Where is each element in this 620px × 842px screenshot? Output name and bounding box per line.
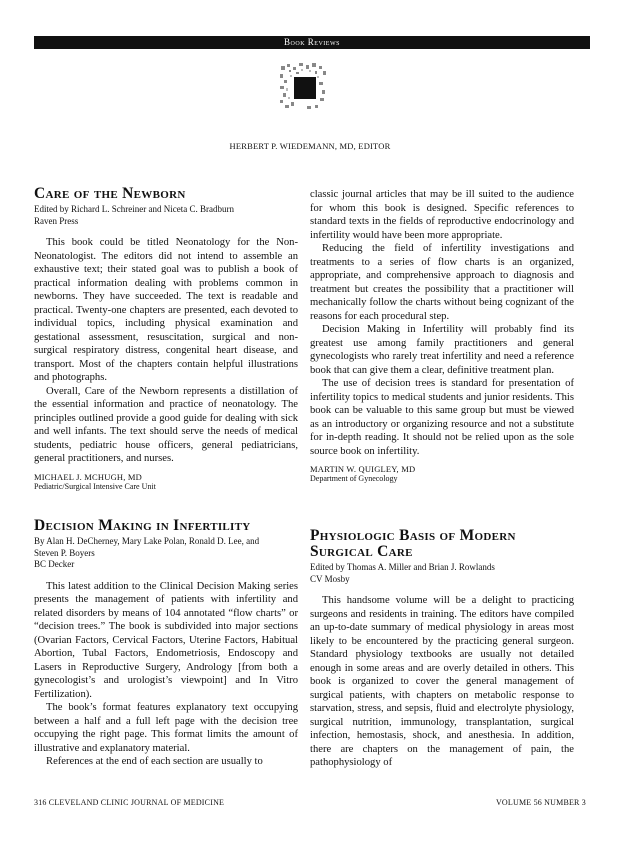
review-paragraph: The book’s format features explanatory text occupying between a half and a full left page with the decision tree occupying the right page. This format limits the amount of illustrative and explanatory material. [34, 702, 298, 754]
reviewer-affiliation: Pediatric/Surgical Intensive Care Unit [34, 481, 156, 491]
review-byline-authors: By Alan H. DeCherney, Mary Lake Polan, Ronald D. Lee, and [34, 536, 260, 546]
editor-line: HERBERT P. WIEDEMANN, MD, EDITOR [229, 141, 391, 151]
section-logo-icon [279, 62, 327, 110]
review-paragraph: This book could be titled Neonatology for the Non-Neonatologist. The editors did not intend to assemble an exhaustive text; their stated goal was to publish a book of practical information dealing with problems common in newborns. They have succeeded. The text is readable and practical. Twenty-one chapters are presented, each devoted to individual topics, including physical examination and gestational assessment, resuscitation, surgical and non-surgical respiratory distress, congenital heart disease, and transport. Most of the chapters contain helpful illustrations and photographs. [34, 237, 298, 383]
footer-volume: VOLUME 56 NUMBER 3 [495, 798, 586, 807]
review-byline-authors-cont: Steven P. Boyers [34, 547, 95, 558]
reviewer-name: MARTIN W. QUIGLEY, MD [310, 464, 416, 474]
review-paragraph: Overall, Care of the Newborn represents a distillation of the essential information and practice of neonatology. The principles outlined provide a good guide for dealing with sick and well infants. The text should serve the needs of medical students, pediatric house officers, general pediatricians, general practitioners, and nurses. [34, 385, 298, 464]
review-paragraph: This latest addition to the Clinical Decision Making series presents the management of patients with infertility and related disorders by means of 104 annotated “flow charts” or “decision trees.” The book is subdivided into major sections (Ovarian Factors, Cervical Factors, Uterine Factors, Habitual Abortion, Tubal Factors, Endometriosis, Endoscopy and Lasers in Reproductive Surgery, Andrology [from both a gynecologist’s and urologist’s viewpoint] and In Vitro Fertilization). [34, 580, 298, 700]
review-byline-publisher: CV Mosby [310, 573, 350, 584]
review-byline-publisher: Raven Press [34, 215, 79, 226]
review-paragraph: classic journal articles that may be ill suited to the audience for whom this book is designed. Specific references to standard texts in the fields of reproductive endocrinology and infertility would have been more appropriate. [310, 189, 574, 241]
reviewer-affiliation: Department of Gynecology [310, 474, 398, 483]
review-byline-publisher: BC Decker [34, 559, 75, 569]
section-header-bar [34, 36, 590, 49]
review-title: Physiologic Basis of Modern Surgical Care [310, 527, 516, 560]
review-decision-making [34, 518, 298, 769]
review-byline-editors: Edited by Richard L. Schreiner and Niceta C. Bradburn [34, 204, 234, 214]
review-care-of-newborn [34, 186, 298, 492]
review-paragraph: Decision Making in Infertility will probably find its greatest use among family practitioners and general gynecologists who rarely treat infertility and need a reference book that can give them a clear, definitive treatment plan. [310, 324, 574, 376]
review-paragraph: The use of decision trees is standard for presentation of infertility topics to medical students and junior residents. This book can be valuable to this same group but must be viewed as an introductory or organizing resource and not a substitute for in-depth reading. It should not be relied upon as the sole source book on infertility. [310, 378, 574, 457]
review-paragraph: Reducing the field of infertility investigations and treatments to a series of flow charts is an organized, appropriate, and comprehensive approach to diagnosis and treatment but creates the possibility that a practitioner will mechanically follow the charts without being cognizant of the reasons for each procedural step. [310, 243, 574, 322]
review-paragraph: This handsome volume will be a delight to practicing surgeons and residents in training. The editors have compiled an up-to-date summary of medical physiology in areas most likely to be encountered by the practicing general surgeon. Standard physiology textbooks are usually not detailed enough in some areas and are overly detailed in others. This book is organized to cover the general management of surgical patients, with chapters on metabolic response to starvation, stress, and sepsis, fluid and electrolyte physiology, surgical nutrition, immunology, transplantation, surgical infection, hemostasis, shock, and anesthesia. In addition, there are chapters on the management of pain, the pathophysiology of [310, 595, 574, 768]
review-byline-editors: Edited by Thomas A. Miller and Brian J. Rowlands [310, 562, 495, 572]
review-title: Care of the Newborn [34, 185, 186, 202]
review-title: Decision Making in Infertility [34, 517, 251, 534]
review-decision-making-continued [310, 188, 574, 484]
review-physiologic-basis [310, 528, 574, 770]
section-label: Book Reviews [284, 37, 340, 47]
reviewer-name: MICHAEL J. MCHUGH, MD [34, 471, 143, 482]
review-paragraph: References at the end of each section are usually to [46, 756, 263, 767]
footer-journal: 316 CLEVELAND CLINIC JOURNAL OF MEDICINE [34, 798, 225, 807]
